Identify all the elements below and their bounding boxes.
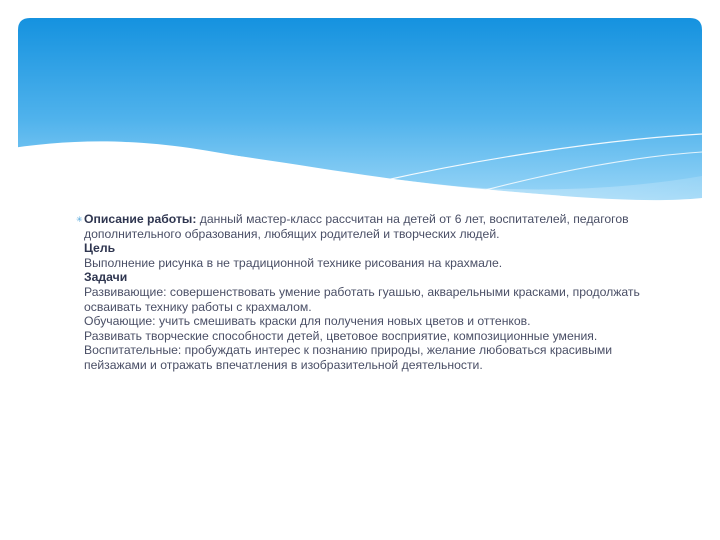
task-educational: Воспитательные: пробуждать интерес к познанию природы, желание любоваться красивыми пейзажами и отражать впечатления в изобразительной деятельности.	[84, 343, 613, 372]
description-paragraph	[84, 212, 654, 241]
description-label: Описание работы:	[84, 212, 197, 226]
slide-content	[76, 212, 654, 373]
goal-heading: Цель	[84, 241, 116, 256]
task-teaching: Обучающие: учить смешивать краски для получения новых цветов и оттенков.	[84, 314, 531, 329]
task-creative: Развивать творческие способности детей, цветовое восприятие, композиционные умения.	[84, 328, 598, 343]
star-bullet-icon: ✳	[76, 215, 83, 224]
sky-wave-banner	[0, 0, 720, 210]
task-developing: Развивающие: совершенствовать умение работать гуашью, акварельными красками, продолжать осваивать технику работы с крахмалом.	[84, 284, 640, 314]
description-text: данный мастер-класс рассчитан на детей от 6 лет, воспитателей, педагогов дополнительного образования, любящих родителей и творческих людей.	[84, 212, 629, 241]
tasks-heading: Задачи	[84, 270, 128, 285]
goal-text: Выполнение рисунка в не традиционной технике рисования на крахмале.	[84, 255, 503, 270]
